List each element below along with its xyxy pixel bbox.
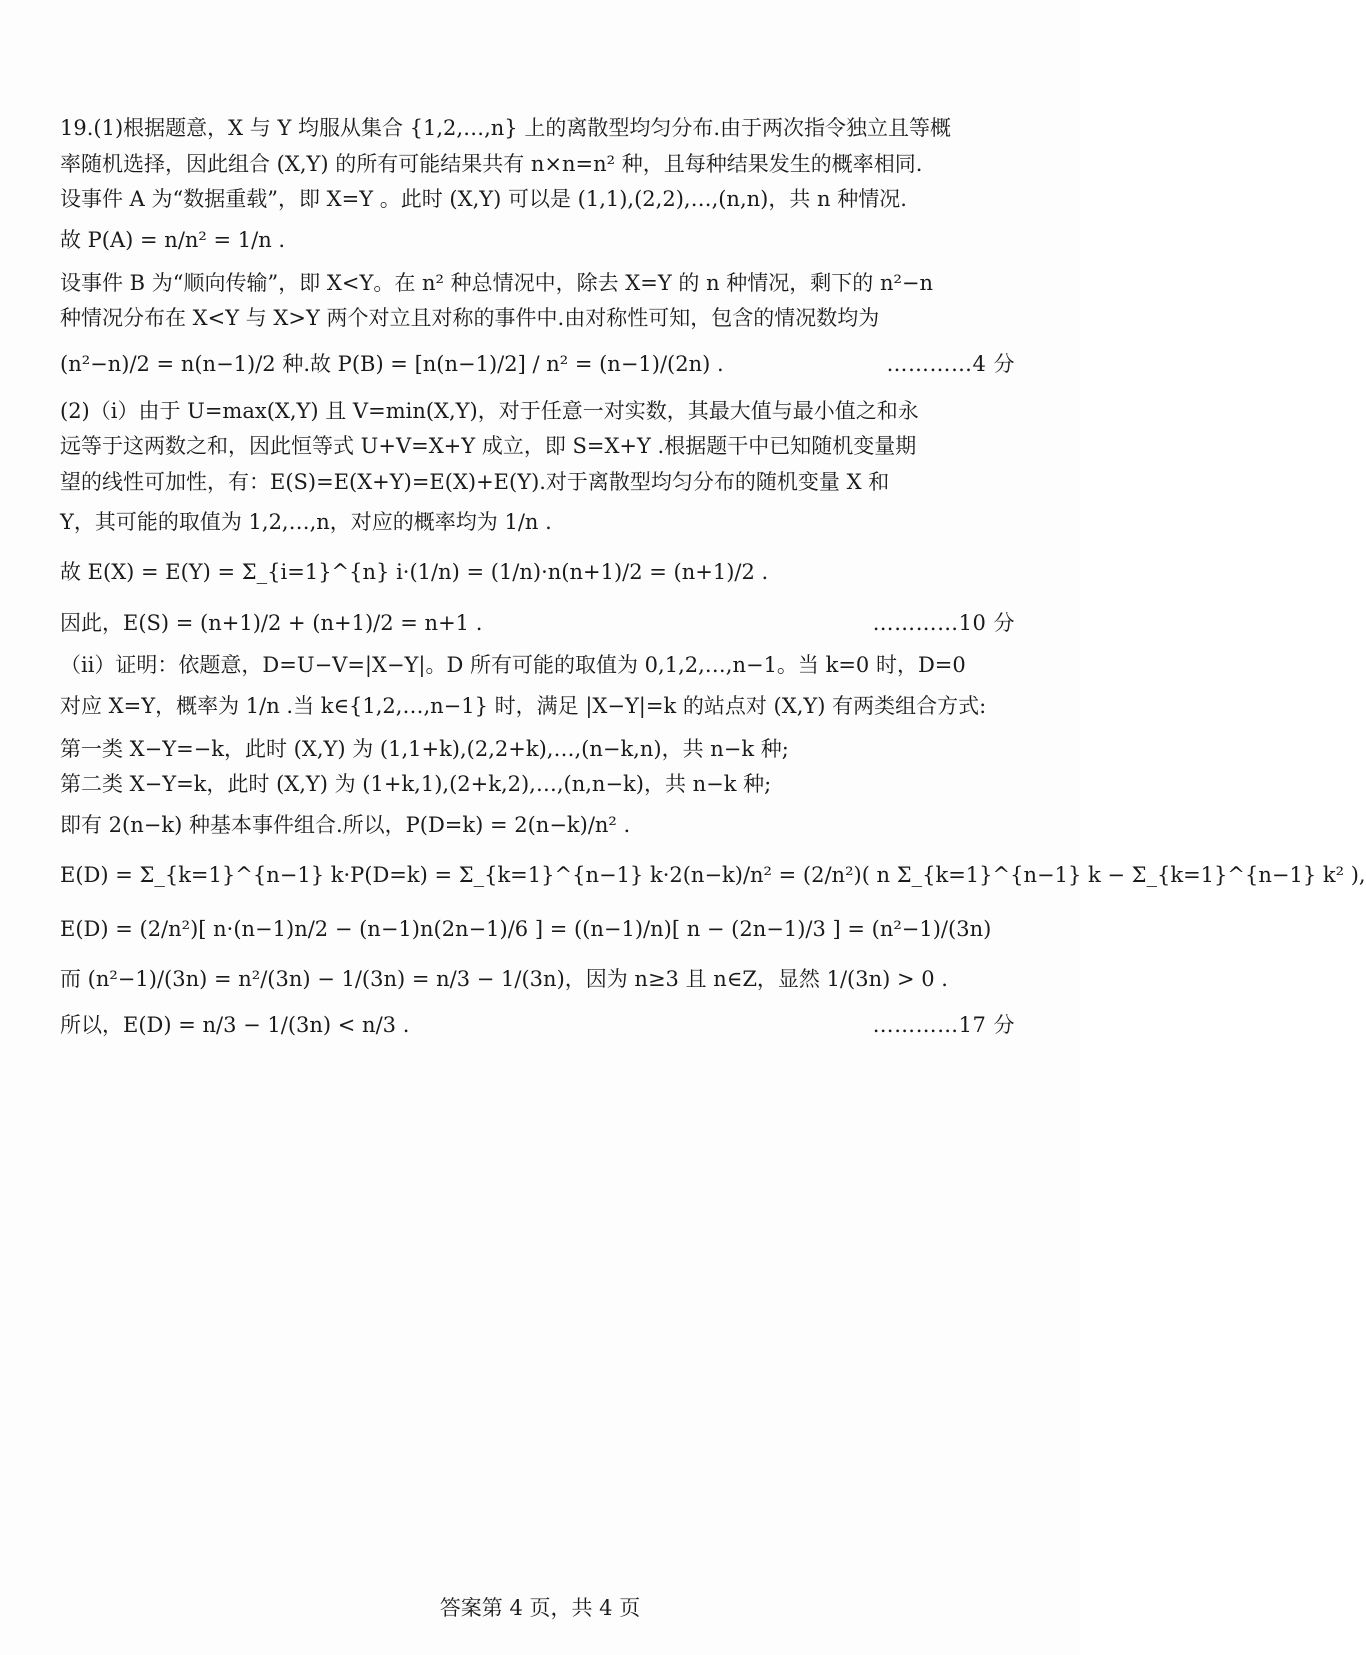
p1-line-1: 19.(1)根据题意，X 与 Y 均服从集合 {1,2,…,n} 上的离散型均匀分布.由于两次指令独立且等概 [60,116,952,140]
p2-line-6-formula: 因此，E(S) = (n+1)/2 + (n+1)/2 = n+1 . [60,610,483,635]
p3-line-1: （ii）证明：依题意，D=U−V=|X−Y|。D 所有可能的取值为 0,1,2,…,n−1。当 k=0 时，D=0 [60,653,966,678]
p1-line-7-row [60,341,1015,387]
p3-line-6-formula: E(D) = Σ_{k=1}^{n−1} k·P(D=k) = Σ_{k=1}^{n−1} k·2(n−k)/n² = (2/n²)( n Σ_{k=1}^{n−1} k − Σ_{k=1}^{n−1} k² ), [60,862,1366,887]
p2-line-4: Y，其可能的取值为 1,2,…,n，对应的概率均为 1/n . [60,510,552,535]
p3-line-9-formula: 所以，E(D) = n/3 − 1/(3n) < n/3 . [60,1013,410,1038]
p3-line-5: 即有 2(n−k) 种基本事件组合.所以，P(D=k) = 2(n−k)/n² . [60,812,631,837]
p2-line-5-formula: 故 E(X) = E(Y) = Σ_{i=1}^{n} i·(1/n) = (1/n)·n(n+1)/2 = (n+1)/2 . [60,560,769,585]
p2-line-6-row [60,604,1015,644]
p2-line-1: (2)（i）由于 U=max(X,Y) 且 V=min(X,Y)，对于任意一对实数，其最大值与最小值之和永 [60,398,919,423]
p1-line-4-formula: 故 P(A) = n/n² = 1/n . [60,227,286,252]
p3-line-9-row [60,1006,1015,1046]
p3-line-7-formula: E(D) = (2/n²)[ n·(n−1)n/2 − (n−1)n(2n−1)/6 ] = ((n−1)/n)[ n − (2n−1)/3 ] = (n²−1)/(3n) [60,917,992,942]
score-marker-4: …………4 分 [886,351,1015,376]
p3-line-8-formula: 而 (n²−1)/(3n) = n²/(3n) − 1/(3n) = n/3 − 1/(3n)，因为 n≥3 且 n∈Z，显然 1/(3n) > 0 . [60,967,948,992]
answer-content [60,112,1366,1052]
p1-line-5: 设事件 B 为“顺向传输”，即 X<Y。在 n² 种总情况中，除去 X=Y 的 n 种情况，剩下的 n²−n [60,270,934,295]
p3-line-4: 第二类 X−Y=k，此时 (X,Y) 为 (1+k,1),(2+k,2),…,(n,n−k)，共 n−k 种; [60,772,772,797]
page-footer: 答案第 4 页，共 4 页 [439,1596,641,1620]
p2-line-2: 远等于这两数之和，因此恒等式 U+V=X+Y 成立，即 S=X+Y .根据题干中已知随机变量期 [60,434,917,459]
p3-line-2: 对应 X=Y，概率为 1/n .当 k∈{1,2,…,n−1} 时，满足 |X−Y|=k 的站点对 (X,Y) 有两类组合方式: [60,693,987,718]
p1-line-7-formula: (n²−n)/2 = n(n−1)/2 种.故 P(B) = [n(n−1)/2] / n² = (n−1)/(2n) . [60,351,724,376]
p2-line-3: 望的线性可加性，有：E(S)=E(X+Y)=E(X)+E(Y).对于离散型均匀分布的随机变量 X 和 [60,469,890,494]
score-marker-17: …………17 分 [872,1013,1015,1038]
p1-line-2: 率随机选择，因此组合 (X,Y) 的所有可能结果共有 n×n=n² 种，且每种结果发生的概率相同. [60,151,923,176]
p1-line-3: 设事件 A 为“数据重载”，即 X=Y 。此时 (X,Y) 可以是 (1,1),(2,2),…,(n,n)，共 n 种情况. [60,187,907,212]
p3-line-3: 第一类 X−Y=−k，此时 (X,Y) 为 (1,1+k),(2,2+k),…,(n−k,n)，共 n−k 种; [60,736,789,761]
p1-line-6: 种情况分布在 X<Y 与 X>Y 两个对立且对称的事件中.由对称性可知，包含的情况数均为 [60,306,880,331]
score-marker-10: …………10 分 [872,610,1015,635]
